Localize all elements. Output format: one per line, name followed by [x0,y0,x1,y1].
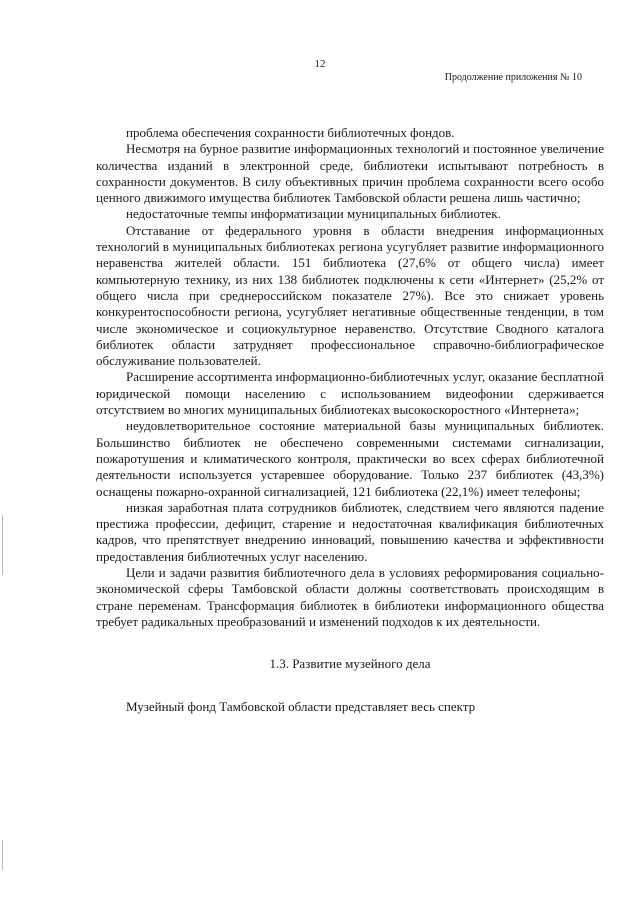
paragraph: Музейный фонд Тамбовской области представляет весь спектр [126,699,476,715]
paragraph: неудовлетворительное состояние материальной базы муниципальных библиотек. Большинство библиотек не обеспечено современными системами сигнализации, пожаротушения и климатического контроля, практически во всех сферах библиотечной деятельности используется устаревшее оборудование. Только 237 библиотек (43,3%) оснащены пожарно-охранной сигнализацией, 121 библиотека (22,1%) имеет телефоны; [96,418,604,499]
appendix-continuation-note: Продолжение приложения № 10 [444,72,582,83]
paragraph: Расширение ассортимента информационно-библиотечных услуг, оказание бесплатной юридической помощи населению с использованием видеофонии сдерживается отсутствием во многих муниципальных библиотеках высокоскоростного «Интернета»; [96,369,604,418]
scan-edge-mark [2,515,3,575]
paragraph: Несмотря на бурное развитие информационных технологий и постоянное увеличение количества изданий в электронной среде, библиотеки испытывают потребность в сохранности документов. В силу объективных причин проблема сохранности всего особо ценного движимого имущества библиотек Тамбовской области решена лишь частично; [96,141,604,206]
paragraph: низкая заработная плата сотрудников библиотек, следствием чего являются падение престижа профессии, дефицит, старение и недостаточная квалификация библиотечных кадров, что препятствует внедрению инноваций, повышению качества и эффективности предоставления библиотечных услуг населению. [96,499,604,564]
section-title: 1.3. Развитие музейного дела [269,656,431,672]
paragraph: Отставание от федерального уровня в области внедрения информационных технологий в муниципальных библиотеках региона усугубляет развитие информационного неравенства жителей области. 151 библиотека (27,6% от общего числа) имеет компьютерную технику, из них 138 библиотек подключены к сети «Интернет» (25,2% от общего числа при среднероссийском показателе 27%). Все это снижает уровень конкурентоспособности региона, усугубляет негативные общественные тенденции, в том числе экономическое и социокультурное неравенство. Отсутствие Сводного каталога библиотек области затрудняет профессиональное справочно-библиографическое обслуживание пользователей. [96,222,604,369]
paragraph: недостаточные темпы информатизации муниципальных библиотек. [126,206,501,222]
scan-edge-mark [2,840,3,870]
body-text [96,125,604,716]
page-number: 12 [314,58,326,70]
paragraph: Цели и задачи развития библиотечного дела в условиях реформирования социально-экономической сферы Тамбовской области должны соответствовать происходящим в стране переменам. Трансформация библиотек в библиотеки информационного общества требует радикальных преобразований и изменений подходов к их деятельности. [96,565,604,629]
paragraph: проблема обеспечения сохранности библиотечных фондов. [126,125,455,140]
